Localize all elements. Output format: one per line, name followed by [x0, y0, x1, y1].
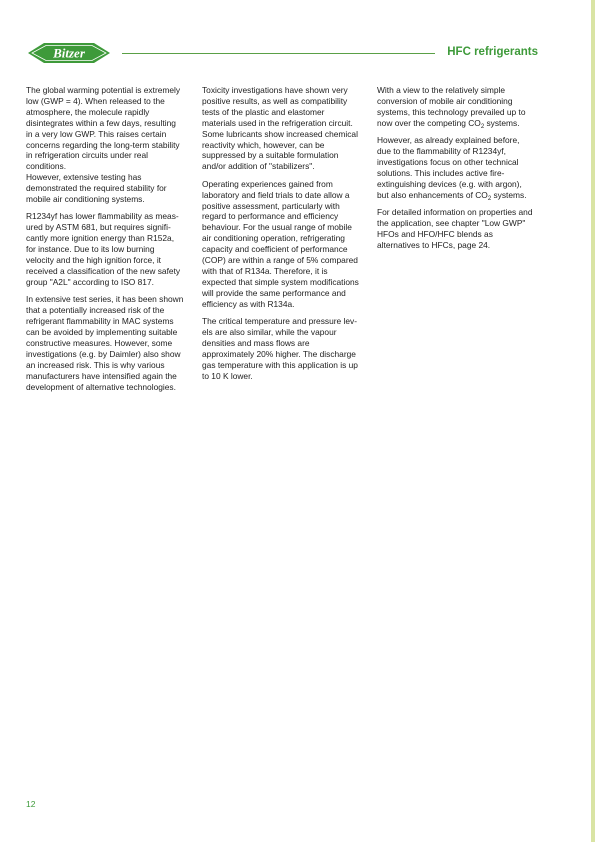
paragraph [377, 207, 535, 251]
paragraph-text: systems. [491, 189, 527, 200]
subscript: 2 [487, 195, 492, 202]
logo-text: Bitzer [53, 45, 85, 61]
paragraph-text: The global warming potential is extremely low (GWP = 4). When released to the atmosphere, the molecule rapidly disintegrates within a few days, resulting in a very low GWP. This raises certain concerns regarding the long-term stability in refrigeration circuits under real conditions. [26, 85, 181, 172]
paragraph-text: However, as already explained before, due to the flammability of R1234yf, investigations focus on other technical solutions. This includes active fire-extinguishing devices (e.g. with argon), but also enhancements of CO [377, 135, 522, 200]
paragraph [377, 85, 535, 129]
paragraph-text: The critical temperature and pressure levels are also similar, while the vapour densities and mass flows are approximately 20% higher. The discharge gas temperature with this application is up to 10 K lower. [202, 316, 358, 381]
subscript: 2 [480, 123, 485, 130]
paragraph [202, 85, 360, 172]
bitzer-logo-mark [26, 40, 112, 66]
page-number: 12 [26, 799, 36, 809]
paragraph [202, 179, 360, 310]
paragraph-text: For detailed information on properties and the application, see chapter "Low GWP" HFOs and HFO/HFC blends as alternatives to HFCs, page 24. [377, 207, 533, 250]
paragraph [202, 316, 360, 381]
paragraph-text: However, extensive testing has demonstrated the required stability for mobile air conditioning systems. [26, 172, 167, 205]
bitzer-logo [26, 40, 112, 66]
paragraph-text: systems. [484, 117, 520, 128]
paragraph [26, 172, 184, 205]
paragraph-text: Toxicity investigations have shown very positive results, as well as compatibility tests of the plastic and elastomer materials used in the refrigeration circuit. Some lubricants show increased chemical reactivity which, however, can be suppressed by a suitable formulation and/or addition of "stabilizers". [202, 85, 358, 172]
paragraph-text: Operating experiences gained from laboratory and field trials to date allow a positive assessment, particularly with regard to performance and efficiency behaviour. For the usual range of mobile air conditioning operation, refrigerating capacity and coefficient of performance (COP) are within a range of 5% compared with that of R134a. Therefore, it is expected that simple system modifications will provide the same performance and efficiency as with R134a. [202, 178, 359, 309]
paragraph [26, 211, 184, 287]
paragraph [377, 135, 535, 200]
section-title: HFC refrigerants [447, 46, 538, 58]
paragraph-text: In extensive test series, it has been shown that a potentially increased risk of the refrigerant flammability in MAC systems can be avoided by implementing suitable constructive measures. However, some investigations (e.g. by Daimler) also show an increased risk. This is why various manufacturers have intensified again the development of alternative technologies. [26, 294, 184, 392]
paragraph-text: R1234yf has lower flammability as measured by ASTM 681, but requires significantly more ignition energy than R152a, for instance. Due to its low burning velocity and the high ignition force, it received a classification of the new safety group "A2L" according to ISO 817. [26, 211, 181, 287]
header-rule [122, 53, 435, 54]
text-column-2 [202, 85, 360, 388]
paragraph-text: With a view to the relatively simple conversion of mobile air conditioning systems, this technology prevailed up to now over the competing CO [377, 85, 526, 128]
paragraph [26, 85, 184, 172]
paragraph [26, 294, 184, 392]
margin-color-bar [591, 0, 595, 842]
text-column-3 [377, 85, 535, 257]
text-column-1 [26, 85, 184, 399]
